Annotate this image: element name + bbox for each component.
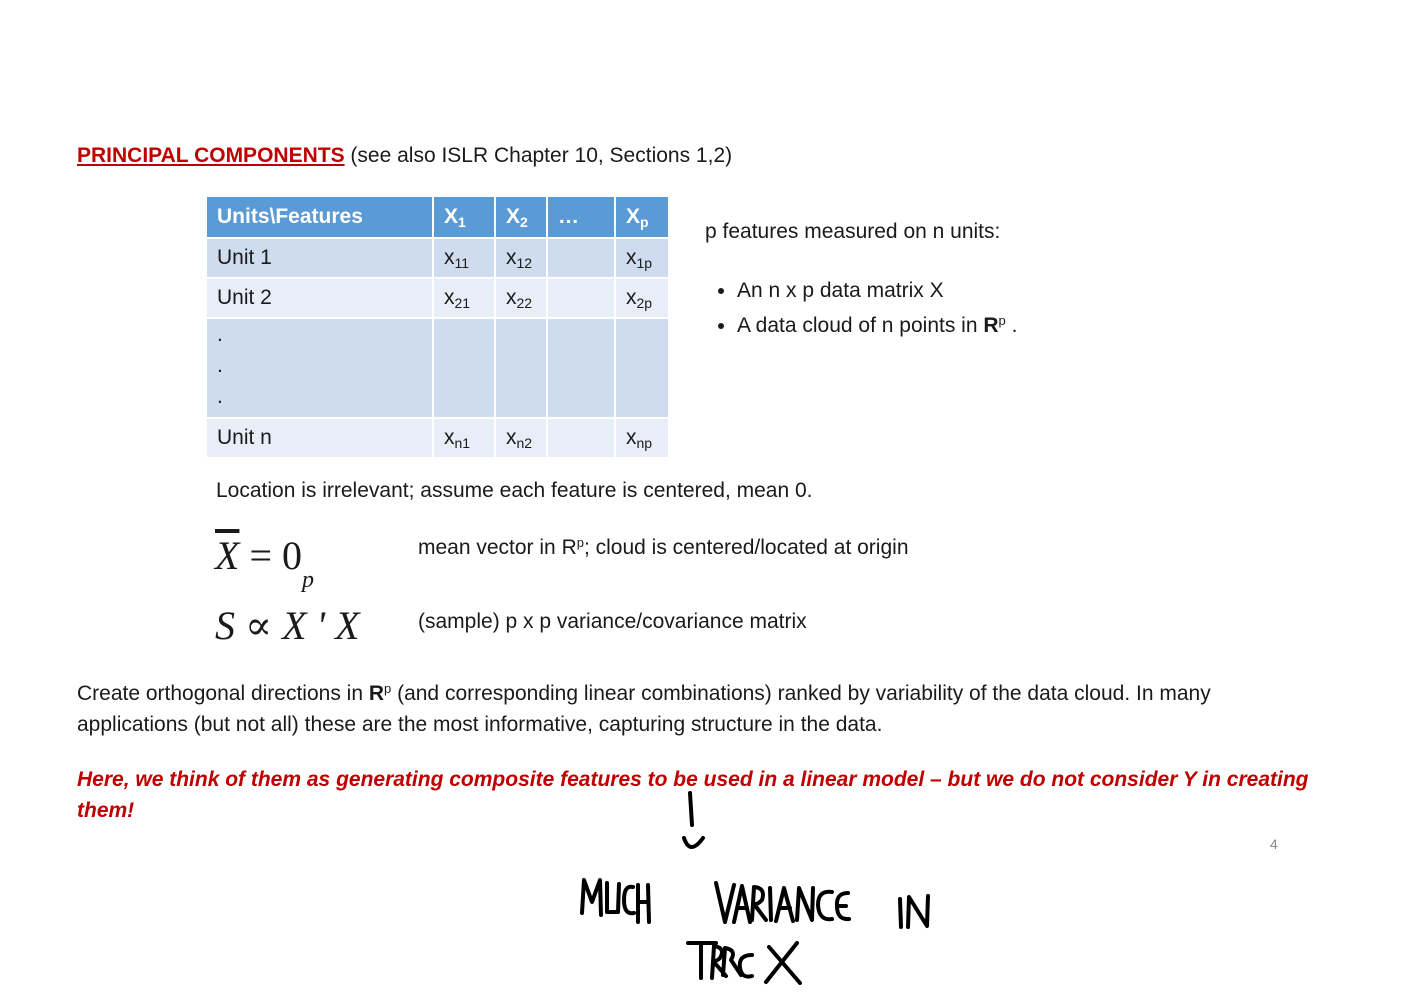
slide-subtitle: (see also ISLR Chapter 10, Sections 1,2) <box>344 144 733 167</box>
header-x1: $X_1$ <box>433 196 495 238</box>
mean-formula-description: mean vector in $R^p$; cloud is centered/located at origin <box>418 535 909 559</box>
header-corner: Units\Features <box>206 196 433 238</box>
cell: $x_{n1}$ <box>433 418 495 458</box>
cell: $x_{np}$ <box>615 418 669 458</box>
bullet-item: • A data cloud of n points in $R^p$ . <box>737 306 1017 341</box>
page-number: 4 <box>1270 836 1278 852</box>
row-dots: . . . <box>206 318 433 418</box>
cell: $x_{21}$ <box>433 278 495 318</box>
cell: $x_{2p}$ <box>615 278 669 318</box>
location-note: Location is irrelevant; assume each feature is centered, mean 0. <box>216 479 813 502</box>
body-paragraph: Create orthogonal directions in $R^p$ (and corresponding linear combinations) ranked by variability of the data cloud. In many applications (but not all) these are the most informative, capturing structure in the data. <box>77 681 1211 736</box>
row-label: Unit 2 <box>206 278 433 318</box>
header-x2: $X_2$ <box>495 196 547 238</box>
row-label: Unit 1 <box>206 238 433 278</box>
cell: $x_{1p}$ <box>615 238 669 278</box>
emphasis-note: Here, we think of them as generating composite features to be used in a linear model – but we do not consider Y in creating them! <box>77 768 1309 822</box>
header-ellipsis: … <box>547 196 615 238</box>
header-xp: $X_p$ <box>615 196 669 238</box>
cell: $x_{n2}$ <box>495 418 547 458</box>
covariance-formula-description: (sample) p x p variance/covariance matrix <box>418 610 807 633</box>
slide-title: PRINCIPAL COMPONENTS <box>77 144 345 167</box>
cell: $x_{12}$ <box>495 238 547 278</box>
bullet-item: • An n x p data matrix X <box>737 276 1017 306</box>
matrix-intro: p features measured on n units: <box>705 220 1001 243</box>
mean-formula: $\overline{X} = 0_p$ <box>215 533 314 593</box>
cell: $x_{11}$ <box>433 238 495 278</box>
row-label: Unit n <box>206 418 433 458</box>
covariance-formula: S ∝ X ' X <box>215 603 360 648</box>
cell: $x_{22}$ <box>495 278 547 318</box>
